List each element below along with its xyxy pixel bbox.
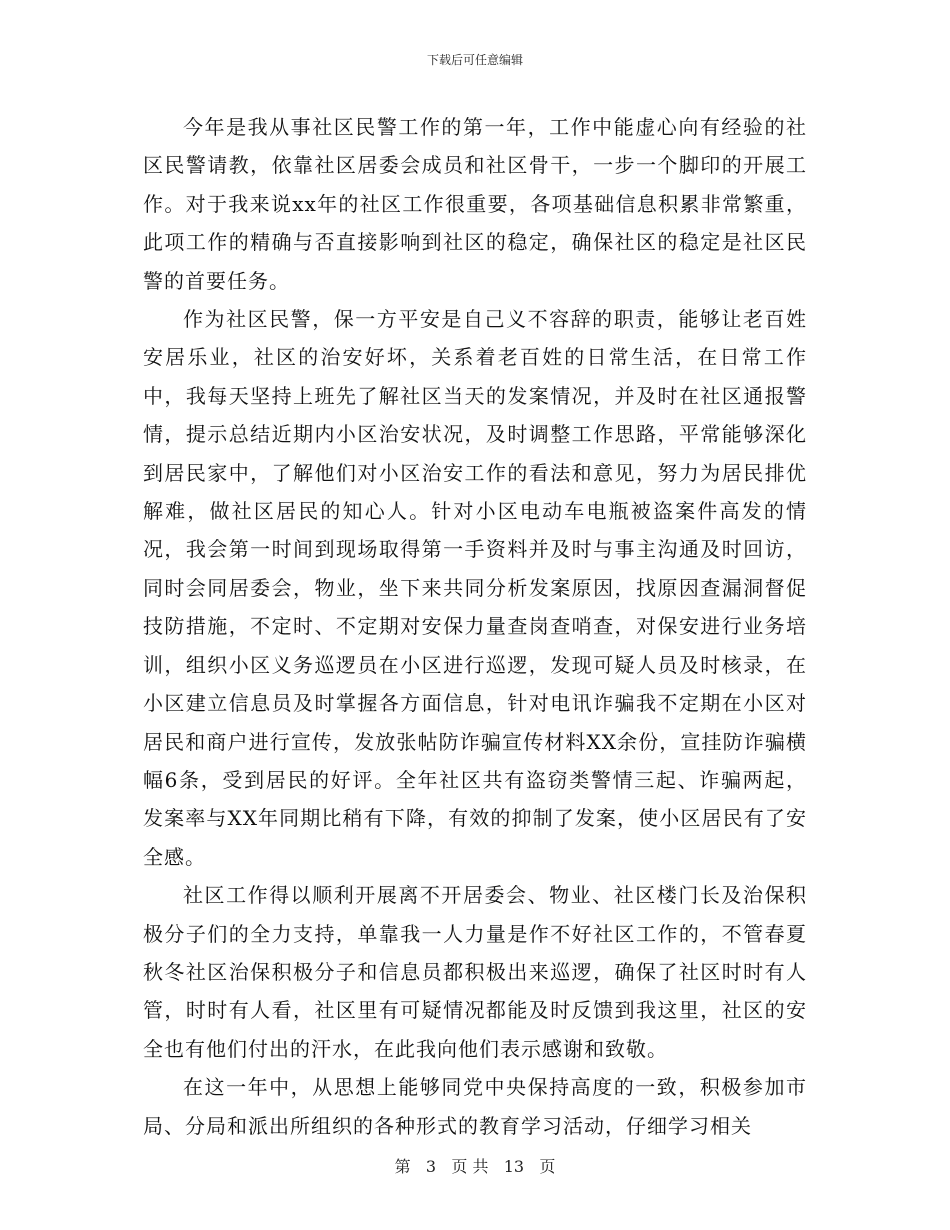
footer-label-after: 页 [539, 1157, 556, 1176]
paragraph-1: 今年是我从事社区民警工作的第一年，工作中能虚心向有经验的社区民警请教，依靠社区居委会成员和社区骨干，一步一个脚印的开展工作。对于我来说xx年的社区工作很重要，各项基础信息积累非常繁重，此项工作的精确与否直接影响到社区的稳定，确保社区的稳定是社区民警的首要任务。 [143, 115, 807, 293]
current-page-number: 3 [425, 1157, 437, 1176]
page-header: 下载后可任意编辑 [426, 53, 523, 67]
paragraph-2: 作为社区民警，保一方平安是自己义不容辞的职责，能够让老百姓安居乐业，社区的治安好坏，关系着老百姓的日常生活，在日常工作中，我每天坚持上班先了解社区当天的发案情况，并及时在社区通报警情，提示总结近期内小区治安状况，及时调整工作思路，平常能够深化到居民家中，了解他们对小区治安工作的看法和意见，努力为居民排优解难，做社区居民的知心人。针对小区电动车电瓶被盗案件高发的情况，我会第一时间到现场取得第一手资料并及时与事主沟通及时回访，同时会同居委会，物业，坐下来共同分析发案原因，找原因查漏洞督促技防措施，不定时、不定期对安保力量查岗查哨查，对保安进行业务培训，组织小区义务巡逻员在小区进行巡逻，发现可疑人员及时核录，在小区建立信息员及时掌握各方面信息，针对电讯诈骗我不定期在小区对居民和商户进行宣传，发放张帖防诈骗宣传材料XX余份，宣挂防诈骗横幅6条，受到居民的好评。全年社区共有盗窃类警情三起、诈骗两起，发案率与XX年同期比稍有下降，有效的抑制了发案，使小区居民有了安全感。 [143, 307, 807, 869]
paragraph-3: 社区工作得以顺利开展离不开居委会、物业、社区楼门长及治保积极分子们的全力支持，单靠我一人力量是作不好社区工作的，不管春夏秋冬社区治保积极分子和信息员都积极出来巡逻，确保了社区时时有人管，时时有人看，社区里有可疑情况都能及时反馈到我这里，社区的安全也有他们付出的汗水，在此我向他们表示感谢和致敬。 [143, 883, 807, 1061]
total-pages-number: 13 [503, 1157, 525, 1176]
page-footer [0, 1157, 950, 1177]
body-text [143, 108, 807, 1145]
paragraph-4: 在这一年中，从思想上能够同党中央保持高度的一致，积极参加市局、分局和派出所组织的各种形式的教育学习活动，仔细学习相关 [143, 1075, 807, 1138]
footer-label-before: 第 [394, 1157, 411, 1176]
footer-label-middle: 页 共 [451, 1157, 489, 1176]
